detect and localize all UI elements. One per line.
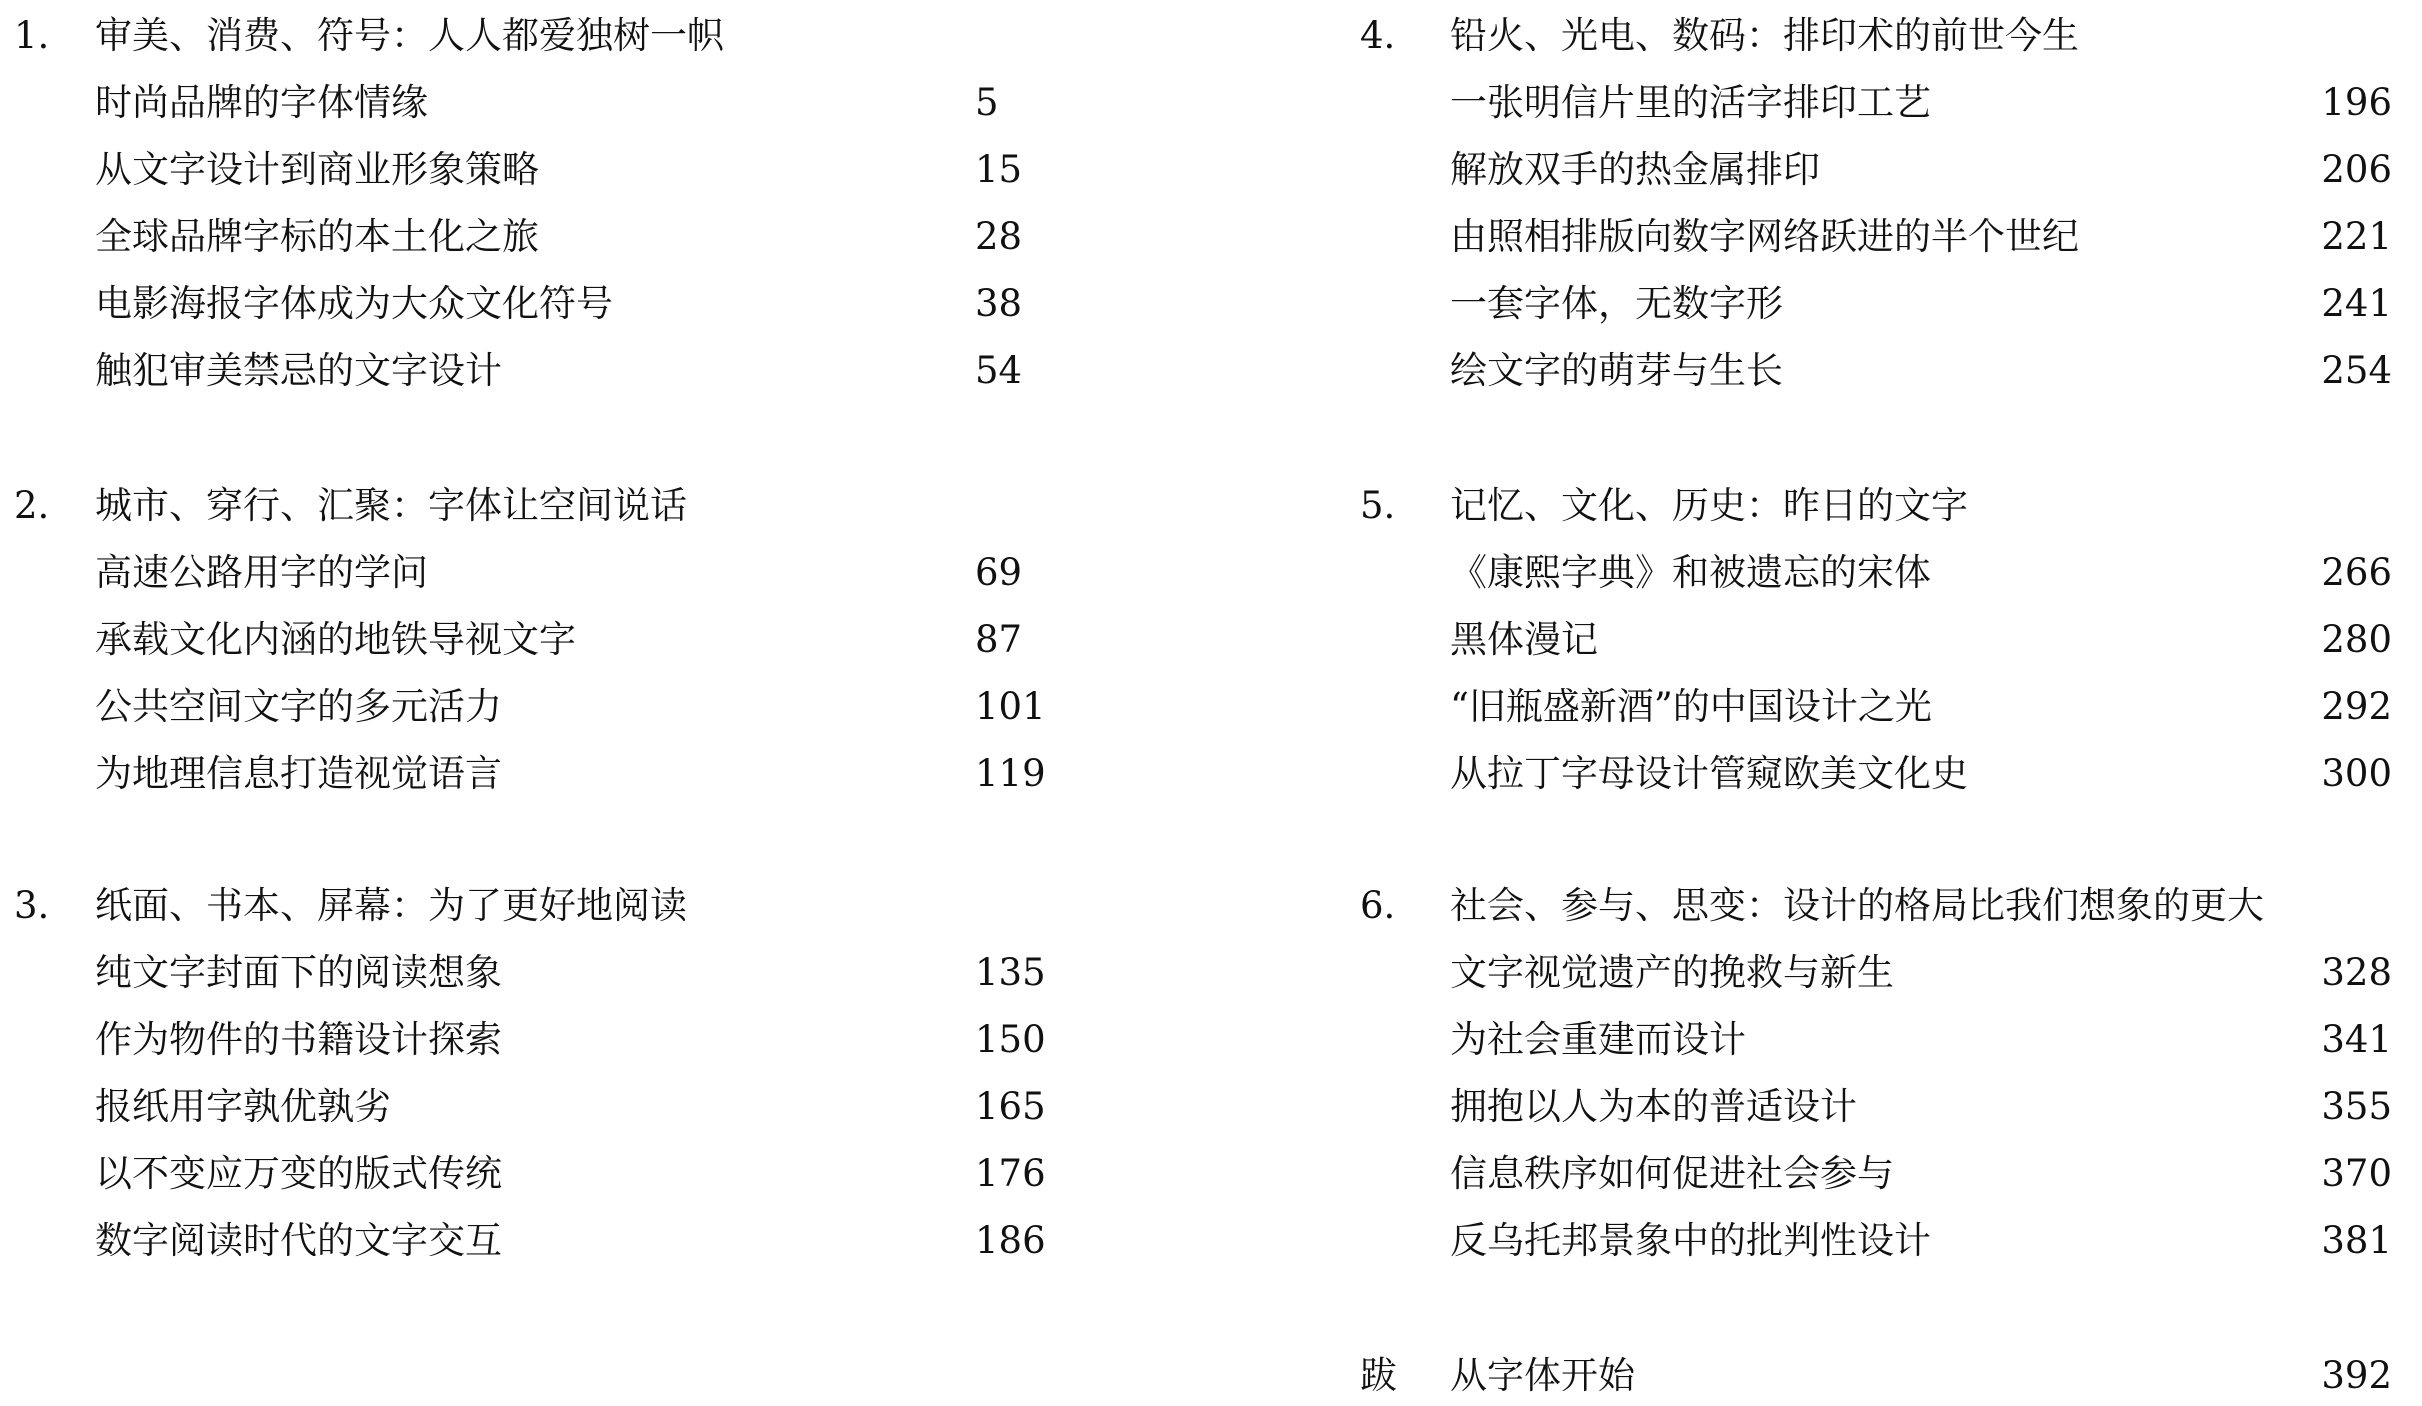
entry-title: 报纸用字孰优孰劣 [95, 1085, 391, 1128]
toc-entry[interactable] [1360, 1211, 2422, 1271]
entry-page-number: 38 [975, 282, 1023, 325]
toc-entry[interactable] [0, 610, 1100, 670]
toc-entry[interactable] [0, 73, 1100, 133]
section-number: 3. [14, 884, 50, 927]
entry-page-number: 69 [975, 551, 1023, 594]
entry-page-number: 28 [975, 215, 1023, 258]
entry-title: 纯文字封面下的阅读想象 [95, 951, 502, 994]
section-number: 2. [14, 484, 50, 527]
section-number: 4. [1360, 14, 1396, 57]
entry-title: 为社会重建而设计 [1450, 1018, 1746, 1061]
entry-title: 作为物件的书籍设计探索 [95, 1018, 502, 1061]
entry-page-number: 196 [2321, 81, 2392, 124]
entry-page-number: 150 [975, 1018, 1046, 1061]
toc-entry[interactable] [0, 677, 1100, 737]
section-number: 6. [1360, 884, 1396, 927]
section-number: 1. [14, 14, 50, 57]
toc-entry[interactable] [1360, 610, 2422, 670]
entry-title: 拥抱以人为本的普适设计 [1450, 1085, 1857, 1128]
entry-page-number: 186 [975, 1219, 1046, 1262]
entry-title: 以不变应万变的版式传统 [95, 1152, 502, 1195]
toc-entry[interactable] [0, 943, 1100, 1003]
toc-entry[interactable] [0, 341, 1100, 401]
section-heading [0, 476, 1100, 536]
toc-entry[interactable] [0, 207, 1100, 267]
entry-page-number: 119 [975, 752, 1046, 795]
section-title: 社会、参与、思变：设计的格局比我们想象的更大 [1450, 884, 2264, 927]
afterword-label: 跋 [1360, 1354, 1397, 1397]
entry-page-number: 280 [2321, 618, 2392, 661]
section-heading [0, 6, 1100, 66]
entry-title: 信息秩序如何促进社会参与 [1450, 1152, 1894, 1195]
entry-page-number: 370 [2321, 1152, 2392, 1195]
section-title: 铅火、光电、数码：排印术的前世今生 [1450, 14, 2079, 57]
entry-title: 绘文字的萌芽与生长 [1450, 349, 1783, 392]
section-number: 5. [1360, 484, 1396, 527]
toc-entry[interactable] [1360, 140, 2422, 200]
toc-entry[interactable] [0, 140, 1100, 200]
toc-entry[interactable] [1360, 1144, 2422, 1204]
toc-entry[interactable] [1360, 677, 2422, 737]
entry-title: 公共空间文字的多元活力 [95, 685, 502, 728]
toc-entry[interactable] [1360, 73, 2422, 133]
toc-entry[interactable] [0, 543, 1100, 603]
entry-title: 反乌托邦景象中的批判性设计 [1450, 1219, 1931, 1262]
entry-title: 《康熙字典》和被遗忘的宋体 [1450, 551, 1931, 594]
section-title: 记忆、文化、历史：昨日的文字 [1450, 484, 1968, 527]
entry-title: 从拉丁字母设计管窥欧美文化史 [1450, 752, 1968, 795]
entry-title: 为地理信息打造视觉语言 [95, 752, 502, 795]
entry-page-number: 355 [2321, 1085, 2392, 1128]
entry-title: 从文字设计到商业形象策略 [95, 148, 539, 191]
entry-title: “旧瓶盛新酒”的中国设计之光 [1450, 685, 1932, 728]
entry-title: 承载文化内涵的地铁导视文字 [95, 618, 576, 661]
toc-entry[interactable] [1360, 543, 2422, 603]
entry-page-number: 135 [975, 951, 1046, 994]
entry-title: 电影海报字体成为大众文化符号 [95, 282, 613, 325]
toc-entry[interactable] [0, 1211, 1100, 1271]
toc-entry[interactable] [1360, 943, 2422, 1003]
entry-page-number: 176 [975, 1152, 1046, 1195]
entry-page-number: 5 [975, 81, 999, 124]
toc-entry[interactable] [1360, 1077, 2422, 1137]
section-heading [1360, 476, 2422, 536]
entry-title: 触犯审美禁忌的文字设计 [95, 349, 502, 392]
toc-entry[interactable] [0, 1144, 1100, 1204]
toc-entry[interactable] [1360, 1010, 2422, 1070]
entry-page-number: 328 [2321, 951, 2392, 994]
section-heading [1360, 876, 2422, 936]
entry-page-number: 392 [2321, 1354, 2392, 1397]
section-title: 审美、消费、符号：人人都爱独树一帜 [95, 14, 724, 57]
entry-title: 高速公路用字的学问 [95, 551, 428, 594]
toc-entry[interactable] [1360, 274, 2422, 334]
toc-entry[interactable] [1360, 207, 2422, 267]
entry-title: 解放双手的热金属排印 [1450, 148, 1820, 191]
entry-page-number: 341 [2321, 1018, 2392, 1061]
entry-title: 数字阅读时代的文字交互 [95, 1219, 502, 1262]
entry-page-number: 241 [2321, 282, 2392, 325]
toc-entry[interactable] [1360, 1346, 2422, 1406]
toc-entry[interactable] [0, 274, 1100, 334]
entry-title: 一套字体，无数字形 [1450, 282, 1783, 325]
entry-title: 从字体开始 [1450, 1354, 1635, 1397]
entry-page-number: 221 [2321, 215, 2392, 258]
entry-title: 一张明信片里的活字排印工艺 [1450, 81, 1931, 124]
entry-title: 黑体漫记 [1450, 618, 1598, 661]
entry-page-number: 101 [975, 685, 1046, 728]
section-title: 城市、穿行、汇聚：字体让空间说话 [95, 484, 687, 527]
entry-title: 由照相排版向数字网络跃进的半个世纪 [1450, 215, 2079, 258]
section-title: 纸面、书本、屏幕：为了更好地阅读 [95, 884, 687, 927]
entry-page-number: 87 [975, 618, 1023, 661]
entry-title: 文字视觉遗产的挽救与新生 [1450, 951, 1894, 994]
toc-entry[interactable] [0, 1010, 1100, 1070]
entry-page-number: 292 [2321, 685, 2392, 728]
section-heading [0, 876, 1100, 936]
section-heading [1360, 6, 2422, 66]
entry-page-number: 206 [2321, 148, 2392, 191]
toc-entry[interactable] [1360, 341, 2422, 401]
toc-entry[interactable] [0, 744, 1100, 804]
entry-page-number: 254 [2321, 349, 2392, 392]
entry-title: 全球品牌字标的本土化之旅 [95, 215, 539, 258]
entry-page-number: 15 [975, 148, 1023, 191]
toc-entry[interactable] [1360, 744, 2422, 804]
entry-page-number: 165 [975, 1085, 1046, 1128]
entry-page-number: 54 [975, 349, 1023, 392]
entry-page-number: 266 [2321, 551, 2392, 594]
entry-title: 时尚品牌的字体情缘 [95, 81, 428, 124]
toc-entry[interactable] [0, 1077, 1100, 1137]
entry-page-number: 381 [2321, 1219, 2392, 1262]
entry-page-number: 300 [2321, 752, 2392, 795]
